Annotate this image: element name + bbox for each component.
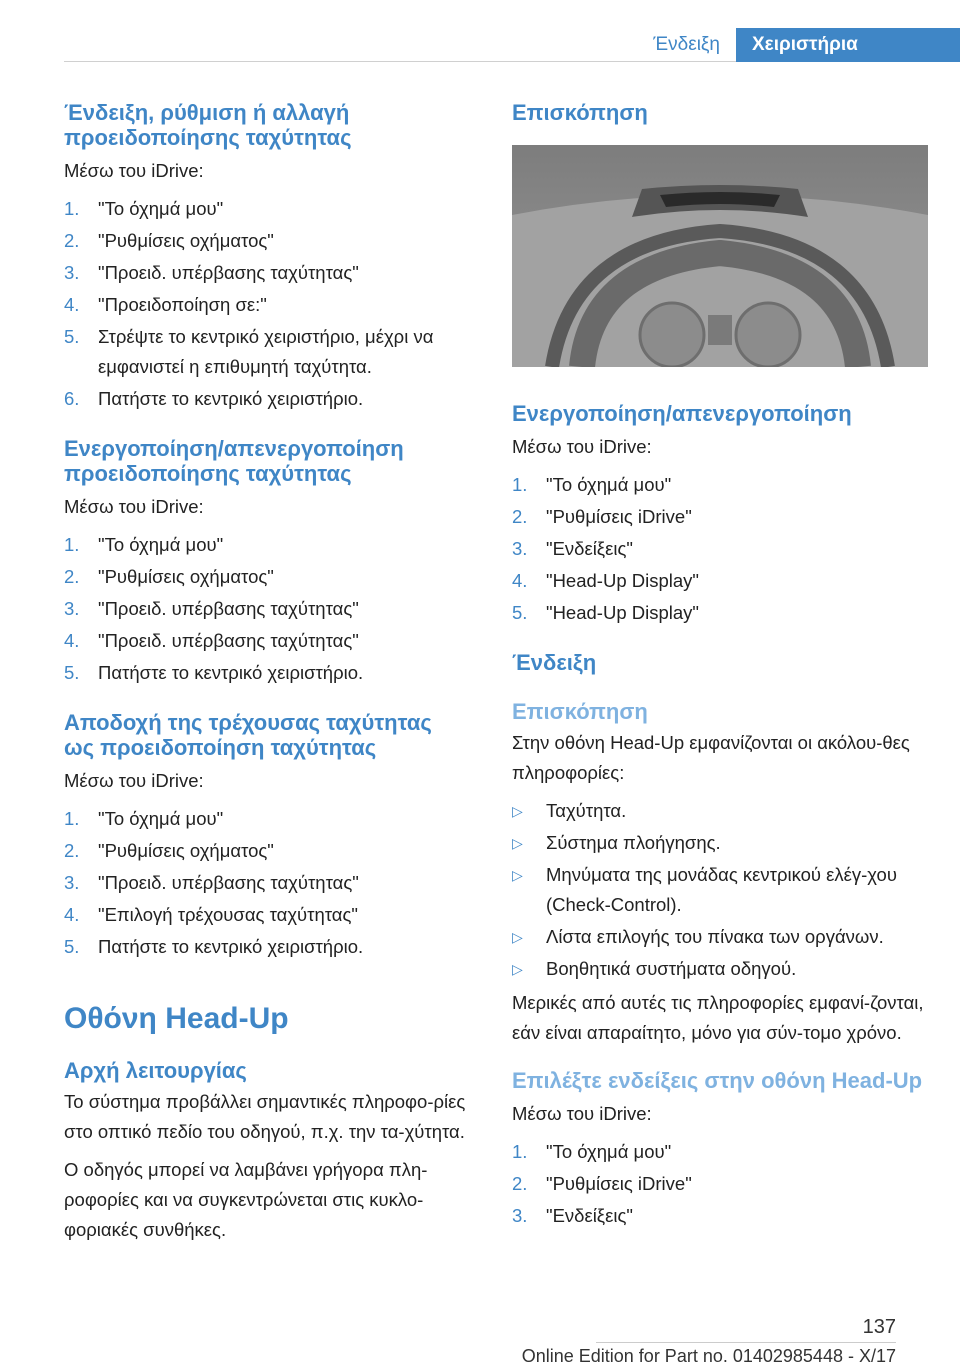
- triangle-bullet-icon: ▷: [512, 961, 523, 977]
- section-intro: Μέσω του iDrive:: [512, 1103, 652, 1124]
- item-text: "Ρυθμίσεις οχήματος": [98, 840, 274, 861]
- header-section-tab[interactable]: Ένδειξη: [653, 34, 720, 55]
- step-item: [64, 530, 474, 560]
- triangle-bullet-icon: ▷: [512, 835, 523, 851]
- step-item: [64, 594, 474, 624]
- edition-note: Online Edition for Part no. 01402985448 - X/17: [521, 1346, 896, 1362]
- item-text: Ταχύτητα.: [546, 800, 627, 821]
- item-text: "Ενδείξεις": [546, 538, 633, 559]
- page-footer: [64, 1316, 896, 1360]
- step-item: [64, 626, 474, 656]
- paragraph: Στην οθόνη Head-Up εμφανίζονται οι ακόλου-θες πληροφορίες:: [512, 732, 910, 783]
- item-text: "Το όχημά μου": [546, 474, 672, 495]
- item-text: "Επιλογή τρέχουσας ταχύτητας": [98, 904, 358, 925]
- bullet-item: [512, 954, 930, 984]
- paragraph: Το σύστημα προβάλλει σημαντικές πληροφο-ρίες στο οπτικό πεδίο του οδηγού, π.χ. την τα-χύτητα.: [64, 1091, 466, 1142]
- item-text: "Προειδ. υπέρβασης ταχύτητας": [98, 630, 359, 651]
- step-item: [64, 322, 474, 382]
- section-title-activate-warning: Ενεργοποίηση/απενεργοποίηση προειδοποίησης ταχύτητας: [64, 436, 404, 486]
- step-number: 4.: [64, 904, 80, 925]
- right-column: [512, 100, 930, 1233]
- step-number: 2.: [64, 230, 80, 251]
- step-item: [64, 562, 474, 592]
- paragraph: Μερικές από αυτές τις πληροφορίες εμφανί-ζονται, εάν είναι απαραίτητο, μόνο για σύν-τομο χρόνο.: [512, 992, 924, 1043]
- step-item: [64, 258, 474, 288]
- step-number: 5.: [64, 326, 80, 347]
- step-number: 1.: [64, 808, 80, 829]
- overview-title: Επισκόπηση: [512, 100, 648, 125]
- header-rule: [64, 61, 736, 62]
- page-number: 137: [862, 1316, 896, 1338]
- step-item: [512, 566, 930, 596]
- item-text: Μηνύματα της μονάδας κεντρικού ελέγ-χου (Check-Control).: [546, 864, 897, 915]
- triangle-bullet-icon: ▷: [512, 929, 523, 945]
- item-text: "Ρυθμίσεις iDrive": [546, 1173, 692, 1194]
- item-text: "Το όχημά μου": [98, 534, 224, 555]
- step-number: 1.: [64, 198, 80, 219]
- section-title-speed-warning: Ένδειξη, ρύθμιση ή αλλαγή προειδοποίησης ταχύτητας: [64, 100, 352, 150]
- item-text: Πατήστε το κεντρικό χειριστήριο.: [98, 662, 364, 683]
- step-item: [64, 932, 474, 962]
- paragraph: Ο οδηγός μπορεί να λαμβάνει γρήγορα πλη-ροφορίες και να συγκεντρώνεται στις κυκλο-φοριακές συνθήκες.: [64, 1159, 428, 1240]
- step-item: [64, 290, 474, 320]
- steps-list: [64, 804, 474, 962]
- item-text: "Προειδ. υπέρβασης ταχύτητας": [98, 262, 359, 283]
- step-item: [64, 384, 474, 414]
- steps-list: [64, 194, 474, 414]
- triangle-bullet-icon: ▷: [512, 867, 523, 883]
- step-item: [512, 1201, 930, 1231]
- bullet-item: [512, 796, 930, 826]
- section-intro: Μέσω του iDrive:: [64, 496, 204, 517]
- section-intro: Μέσω του iDrive:: [512, 436, 652, 457]
- bullet-item: [512, 828, 930, 858]
- steps-list: [512, 470, 930, 628]
- step-number: 5.: [64, 662, 80, 683]
- item-text: "Ρυθμίσεις iDrive": [546, 506, 692, 527]
- item-text: "Προειδ. υπέρβασης ταχύτητας": [98, 598, 359, 619]
- step-number: 3.: [64, 598, 80, 619]
- triangle-bullet-icon: ▷: [512, 803, 523, 819]
- step-item: [512, 470, 930, 500]
- step-item: [64, 900, 474, 930]
- item-text: "Το όχημά μου": [546, 1141, 672, 1162]
- bullet-item: [512, 922, 930, 952]
- step-item: [512, 598, 930, 628]
- item-text: Σύστημα πλοήγησης.: [546, 832, 721, 853]
- step-number: 1.: [64, 534, 80, 555]
- footer-rule: [596, 1342, 896, 1343]
- section-title-accept-speed: Αποδοχή της τρέχουσας ταχύτητας ως προειδοποίηση ταχύτητας: [64, 710, 432, 760]
- item-text: Λίστα επιλογής του πίνακα των οργάνων.: [546, 926, 884, 947]
- section-intro: Μέσω του iDrive:: [64, 160, 204, 181]
- dashboard-illustration: [512, 145, 928, 367]
- section-title-on-off: Ενεργοποίηση/απενεργοποίηση: [512, 401, 852, 426]
- bullet-item: [512, 860, 930, 920]
- step-item: [64, 658, 474, 688]
- step-number: 2.: [512, 1173, 528, 1194]
- subsection-title-principle: Αρχή λειτουργίας: [64, 1058, 247, 1083]
- item-text: Πατήστε το κεντρικό χειριστήριο.: [98, 936, 364, 957]
- section-title-display: Ένδειξη: [512, 650, 597, 675]
- item-text: "Το όχημά μου": [98, 808, 224, 829]
- step-item: [64, 804, 474, 834]
- item-text: "Ρυθμίσεις οχήματος": [98, 566, 274, 587]
- item-text: "Head-Up Display": [546, 570, 699, 591]
- step-number: 4.: [64, 294, 80, 315]
- step-number: 1.: [512, 1141, 528, 1162]
- step-item: [512, 1169, 930, 1199]
- item-text: Στρέψτε το κεντρικό χειριστήριο, μέχρι να εμφανιστεί η επιθυμητή ταχύτητα.: [98, 326, 434, 377]
- info-bullets: [512, 796, 930, 984]
- step-item: [64, 868, 474, 898]
- steps-list: [512, 1137, 930, 1231]
- header-chapter-tab[interactable]: Χειριστήρια: [736, 28, 960, 62]
- step-number: 6.: [64, 388, 80, 409]
- step-item: [64, 194, 474, 224]
- item-text: Πατήστε το κεντρικό χειριστήριο.: [98, 388, 364, 409]
- left-column: [64, 100, 474, 1245]
- step-number: 3.: [64, 262, 80, 283]
- item-text: "Ενδείξεις": [546, 1205, 633, 1226]
- step-number: 5.: [64, 936, 80, 957]
- step-item: [512, 502, 930, 532]
- step-number: 4.: [64, 630, 80, 651]
- step-item: [64, 836, 474, 866]
- step-number: 2.: [64, 840, 80, 861]
- steps-list: [64, 530, 474, 688]
- step-item: [64, 226, 474, 256]
- step-item: [512, 1137, 930, 1167]
- step-number: 3.: [64, 872, 80, 893]
- step-number: 2.: [64, 566, 80, 587]
- step-number: 3.: [512, 1205, 528, 1226]
- section-title-select-displays: Επιλέξτε ενδείξεις στην οθόνη Head-Up: [512, 1068, 923, 1093]
- step-number: 4.: [512, 570, 528, 591]
- page-header: [0, 0, 960, 62]
- subsection-title-overview: Επισκόπηση: [512, 699, 648, 724]
- section-intro: Μέσω του iDrive:: [64, 770, 204, 791]
- item-text: "Head-Up Display": [546, 602, 699, 623]
- head-up-display-photo: [512, 145, 928, 367]
- item-text: "Ρυθμίσεις οχήματος": [98, 230, 274, 251]
- step-number: 3.: [512, 538, 528, 559]
- step-number: 2.: [512, 506, 528, 527]
- item-text: "Προειδ. υπέρβασης ταχύτητας": [98, 872, 359, 893]
- item-text: "Το όχημά μου": [98, 198, 224, 219]
- chapter-title-head-up: Οθόνη Head-Up: [64, 1002, 289, 1035]
- step-item: [512, 534, 930, 564]
- item-text: Βοηθητικά συστήματα οδηγού.: [546, 958, 797, 979]
- step-number: 1.: [512, 474, 528, 495]
- step-number: 5.: [512, 602, 528, 623]
- item-text: "Προειδοποίηση σε:": [98, 294, 267, 315]
